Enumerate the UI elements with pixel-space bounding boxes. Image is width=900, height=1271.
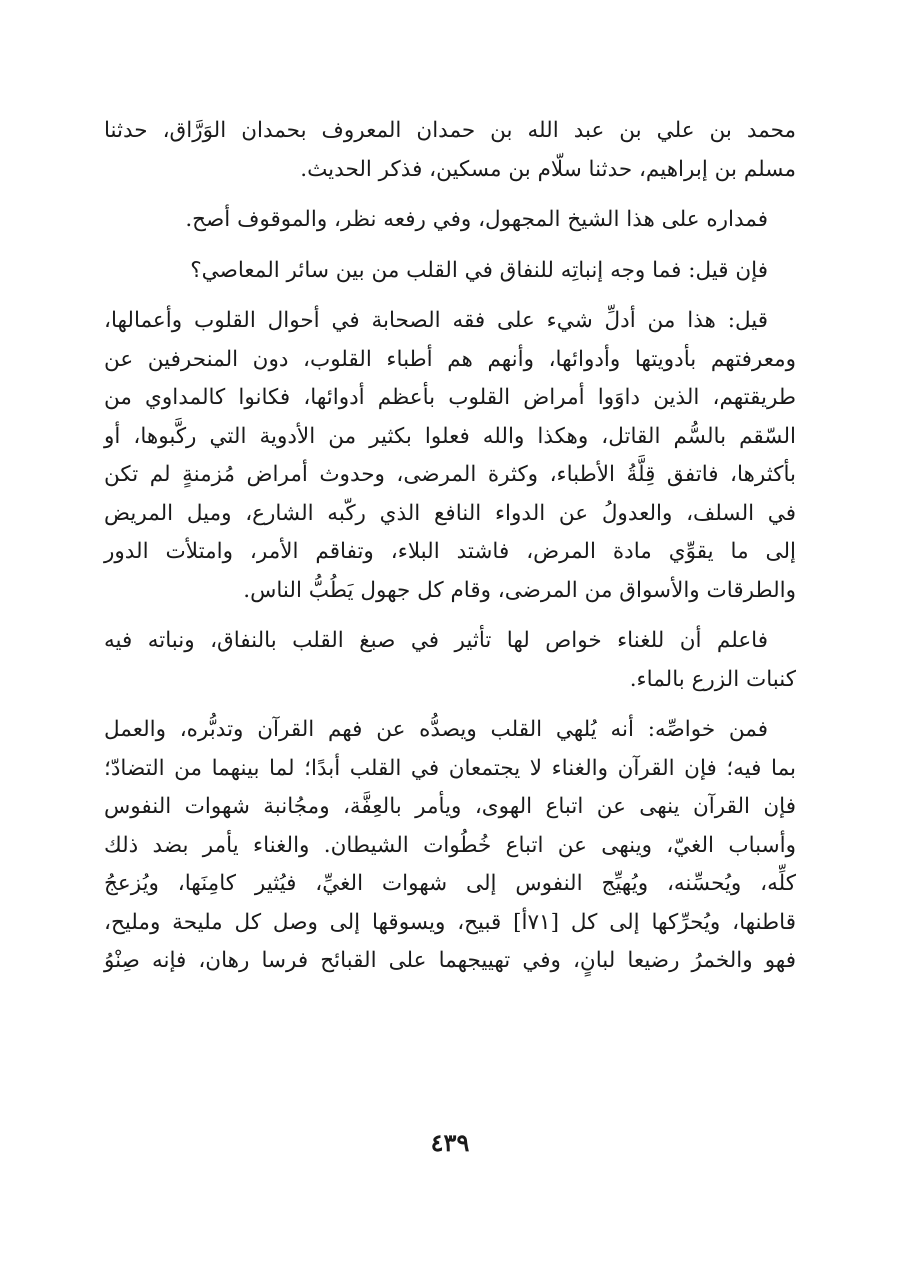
paragraph-5 (104, 622, 796, 699)
text-line: بأكثرها، فاتفق قِلَّةُ الأطباء، وكثرة المرضى، وحدوث أمراض مُزمنةٍ لم تكن (104, 462, 796, 487)
text-line: فمن خواصِّه: أنه يُلهي القلب ويصدُّه عن فهم القرآن وتدبُّره، والعمل (104, 717, 768, 742)
text-line: فإن قيل: فما وجه إنباتِه للنفاق في القلب من بين سائر المعاصي؟ (190, 257, 768, 283)
page-body (104, 112, 796, 1172)
text-line: إلى ما يقوِّي مادة المرض، فاشتد البلاء، وتفاقم الأمر، وامتلأت الدور (104, 539, 796, 564)
text-line: قاطنها، ويُحرِّكها إلى كل [٧١أ] قبيح، ويسوقها إلى وصل كل مليحة ومليح، (104, 909, 796, 935)
text-line: وأسباب الغيّ، وينهى عن اتباع خُطُوات الشيطان. والغناء يأمر بضد ذلك (104, 832, 796, 858)
paragraph-4 (104, 302, 796, 610)
text-line: السّقم بالسُّم القاتل، وهكذا والله فعلوا بكثير من الأدوية التي ركَّبوها، أو (104, 423, 796, 449)
page-number: ٤٣٩ (430, 1128, 470, 1157)
text-line: كلِّه، ويُحسِّنه، ويُهيِّج النفوس إلى شهوات الغيِّ، فيُثير كامِنَها، ويُزعجُ (104, 871, 796, 896)
text-line: قيل: هذا من أدلِّ شيء على فقه الصحابة في أحوال القلوب وأعمالها، (104, 308, 768, 333)
text-line: كنبات الزرع بالماء. (629, 666, 796, 692)
text-line: فمداره على هذا الشيخ المجهول، وفي رفعه نظر، والموقوف أصح. (185, 207, 768, 232)
text-line: مسلم بن إبراهيم، حدثنا سلّام بن مسكين، فذكر الحديث. (300, 156, 796, 182)
text-line: فإن القرآن ينهى عن اتباع الهوى، ويأمر بالعِفَّة، ومجُانبة شهوات النفوس (104, 794, 796, 819)
text-line: في السلف، والعدولُ عن الدواء النافع الذي ركّبه الشارع، وميل المريض (104, 500, 796, 526)
text-line: محمد بن علي بن عبد الله بن حمدان المعروف بحمدان الوَرَّاق، حدثنا (104, 118, 796, 143)
paragraph-6 (104, 711, 796, 981)
text-line: فاعلم أن للغناء خواص لها تأثير في صبغ القلب بالنفاق، ونباته فيه (104, 628, 768, 653)
text-line: والطرقات والأسواق من المرضى، وقام كل جهول يَطُبُّ الناس. (243, 577, 796, 603)
text-line: ومعرفتهم بأدويتها وأدوائها، وأنهم هم أطباء القلوب، دون المنحرفين عن (104, 346, 796, 372)
text-line: فهو والخمرُ رضيعا لبانٍ، وفي تهييجهما على القبائح فرسا رهان، فإنه صِنْوُ (104, 948, 796, 973)
paragraph-1 (104, 112, 796, 189)
text-line: طريقتهم، الذين داوَوا أمراض القلوب بأعظم أدوائها، فكانوا كالمداوي من (104, 385, 796, 410)
paragraph-2 (104, 201, 796, 240)
paragraph-3 (104, 252, 796, 291)
text-line: بما فيه؛ فإن القرآن والغناء لا يجتمعان في القلب أبدًا؛ لما بينهما من التضادّ؛ (104, 755, 796, 781)
